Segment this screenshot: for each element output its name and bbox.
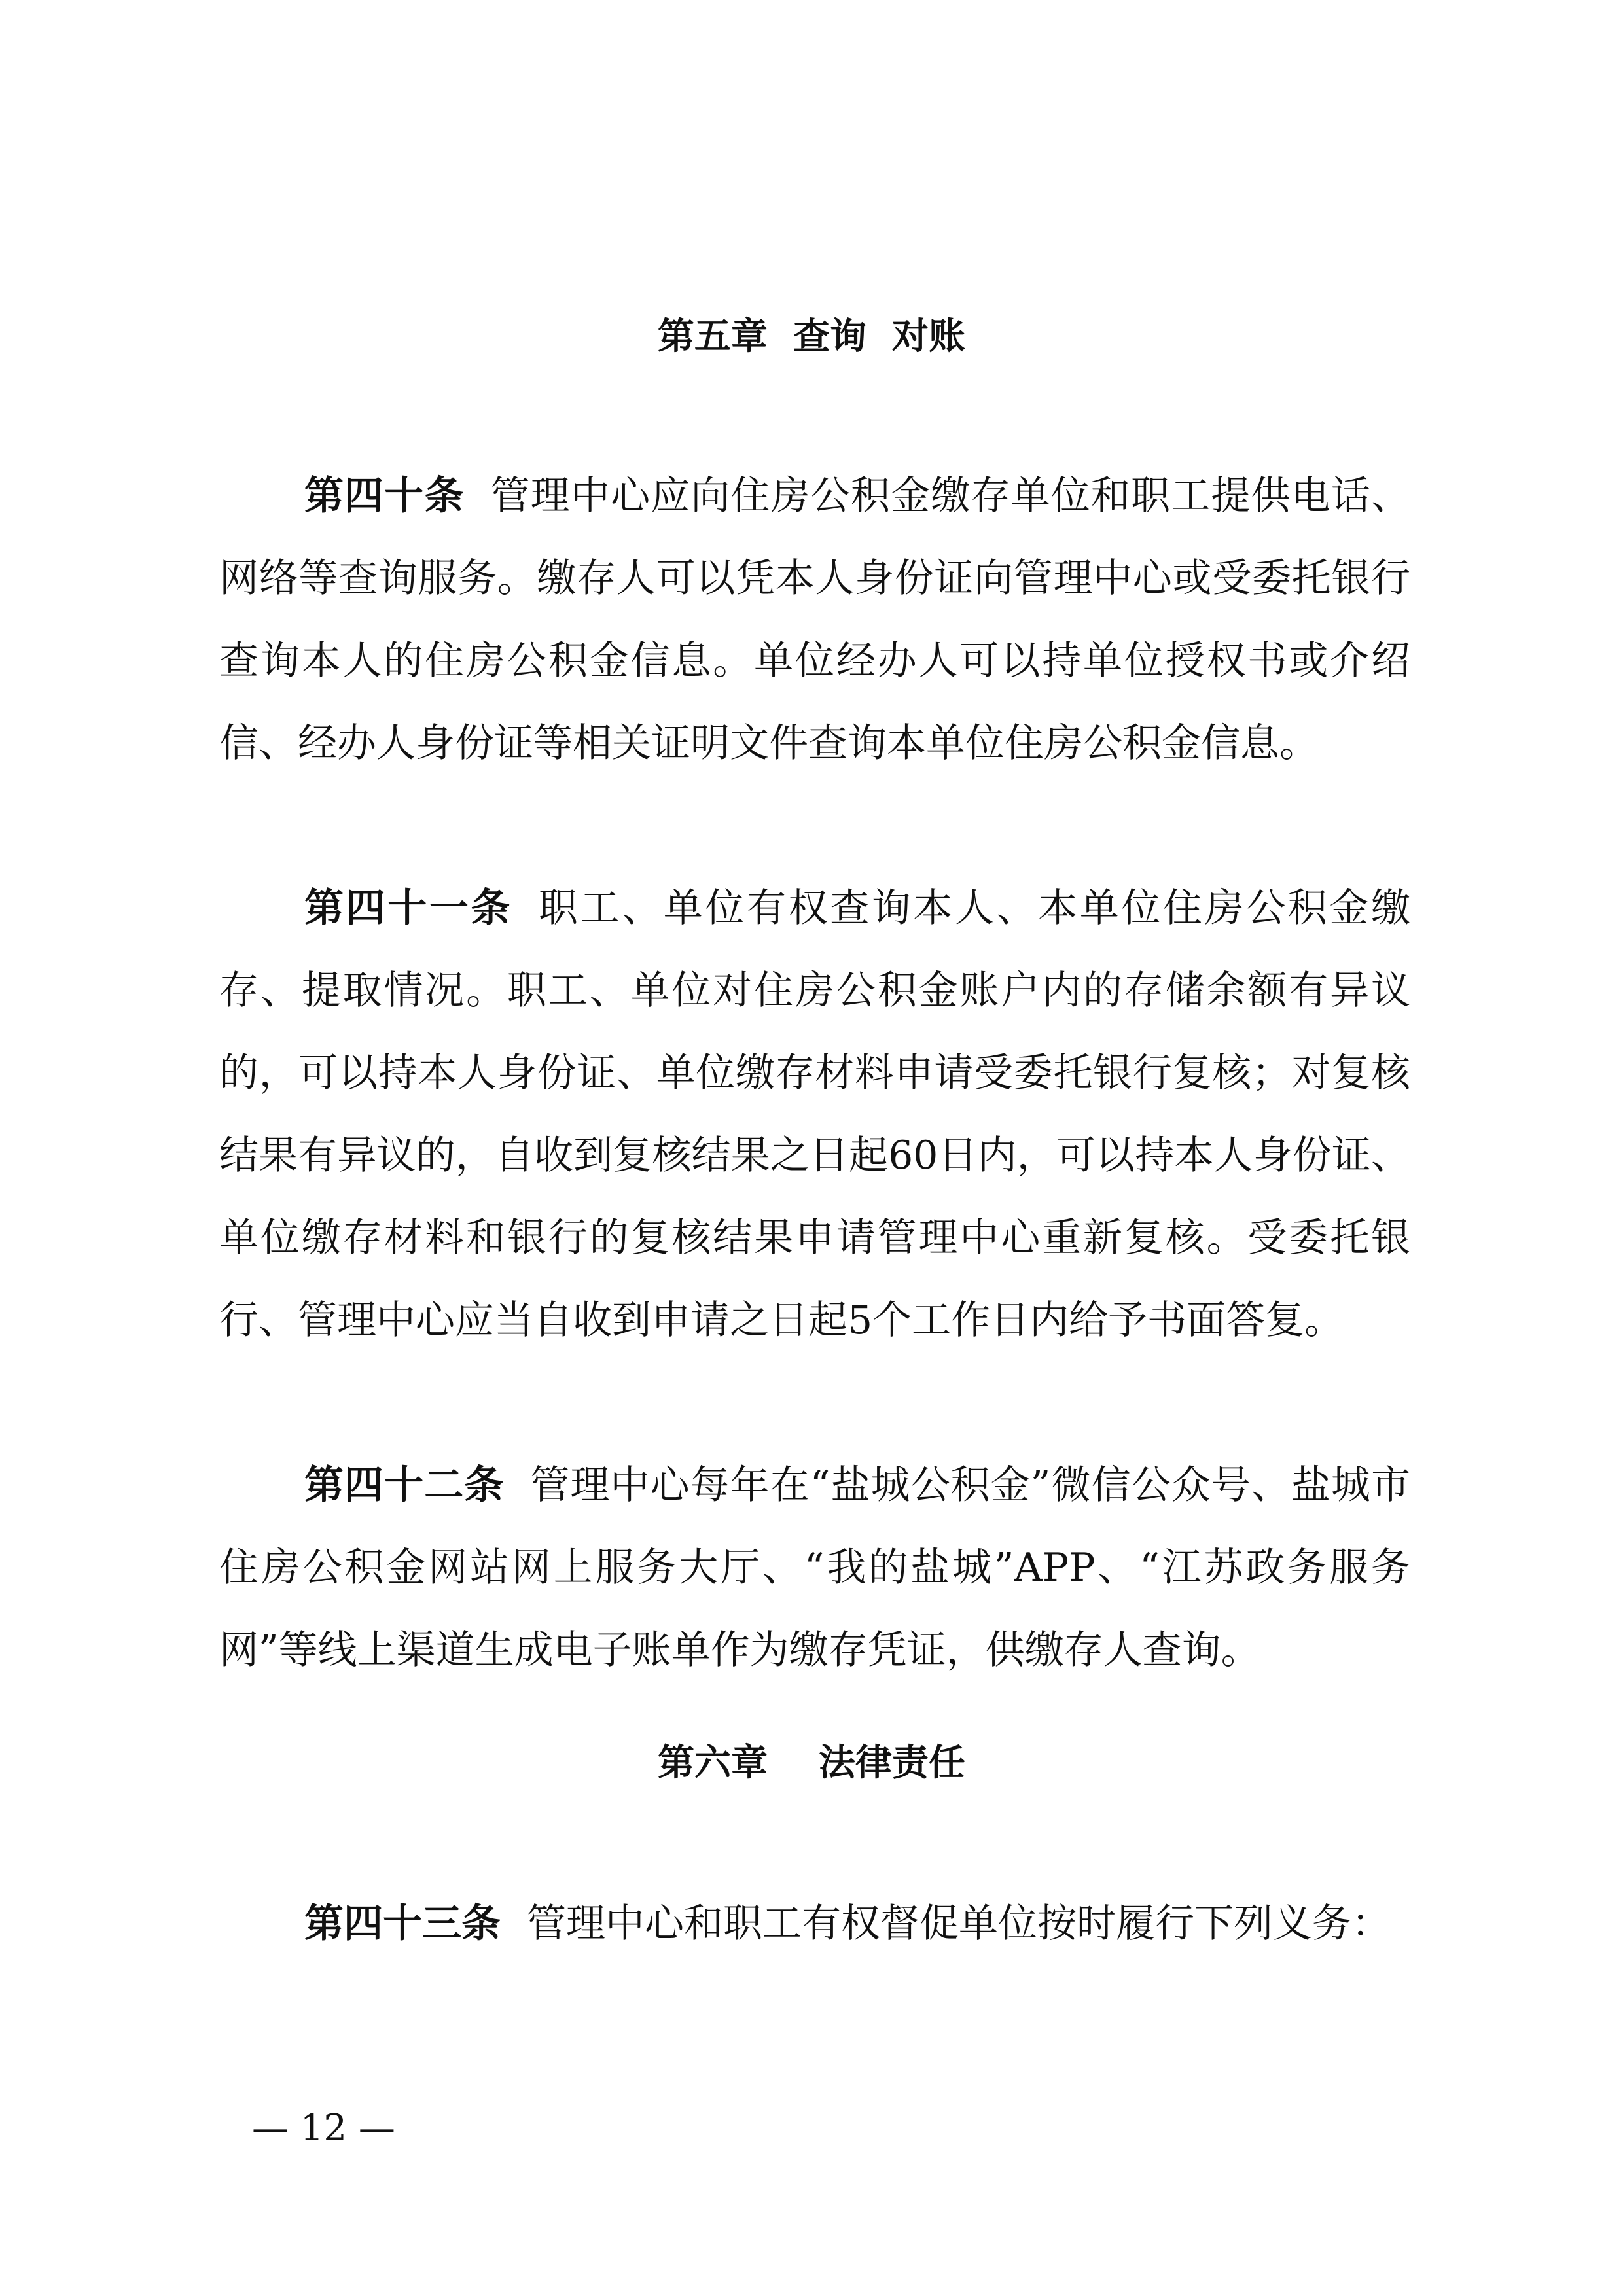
article-43-label: 第四十三条: [304, 1901, 501, 1947]
page-number: — 12 —: [252, 2107, 395, 2149]
article-40-text: 管理中心应向住房公积金缴存单位和职工提供电话、网络等查询服务。缴存人可以凭本人身份证向管理中心或受委托银行查询本人的住房公积金信息。单位经办人可以持单位授权书或介绍信、经办人身份证等相关证明文件查询本单位住房公积金信息。: [219, 473, 1411, 766]
article-40-label: 第四十条: [304, 473, 465, 519]
article-41-text: 职工、单位有权查询本人、本单位住房公积金缴存、提取情况。职工、单位对住房公积金账户内的存储余额有异议的，可以持本人身份证、单位缴存材料申请受委托银行复核；对复核结果有异议的，自收到复核结果之日起60日内，可以持本人身份证、单位缴存材料和银行的复核结果申请管理中心重新复核。受委托银行、管理中心应当自收到申请之日起5个工作日内给予书面答复。: [219, 885, 1410, 1343]
article-42: [219, 1444, 1410, 1691]
article-41: [219, 867, 1410, 1362]
article-42-label: 第四十二条: [304, 1462, 505, 1508]
article-42-text: 管理中心每年在“盐城公积金”微信公众号、盐城市住房公积金网站网上服务大厅、“我的盐城”APP、“江苏政务服务网”等线上渠道生成电子账单作为缴存凭证，供缴存人查询。: [219, 1462, 1410, 1673]
article-40: [219, 455, 1410, 785]
chapter-6-title: 第六章 法律责任: [658, 1742, 965, 1784]
article-43: [219, 1882, 1410, 1965]
article-43-text: 管理中心和职工有权督促单位按时履行下列义务：: [527, 1901, 1391, 1947]
article-41-label: 第四十一条: [304, 885, 512, 931]
chapter-5-title: 第五章 查询 对账: [658, 315, 965, 358]
